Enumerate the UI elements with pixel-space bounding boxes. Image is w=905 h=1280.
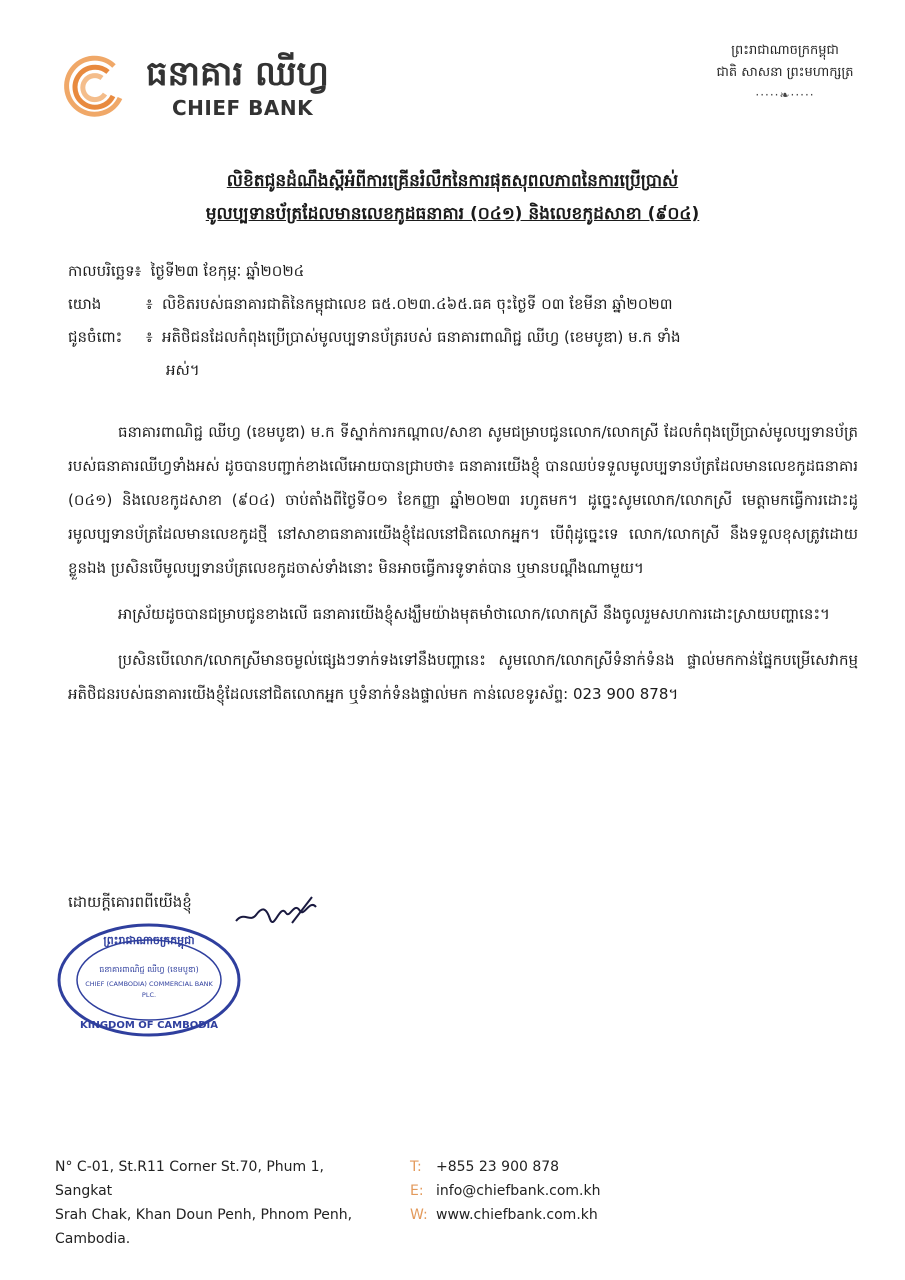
closing-text: ដោយក្តីគោរពពីយើងខ្ញុំ bbox=[68, 893, 192, 911]
kingdom-line-1: ព្រះរាជាណាចក្រកម្ពុជា bbox=[731, 43, 839, 58]
body-paragraph-3: ប្រសិនបើលោក/លោកស្រីមានចម្ងល់ផ្សេងៗទាក់ទងទៅនឹងបញ្ហានេះ សូមលោក/លោកស្រីទំនាក់ទំនង ផ្ទាល់មកកាន់ផ្នែកបម្រើសេវាកម្មអតិថិជនរបស់ធនាគារយើងខ្ញុំដែលនៅជិតលោកអ្នក ឬទំនាក់ទំនងផ្ទាល់មក កាន់លេខទូរស័ព្ទ: 023 900 878។ bbox=[68, 651, 858, 703]
seal-plc: PLC. bbox=[141, 991, 157, 999]
website-link[interactable]: www.chiefbank.com.kh bbox=[436, 1207, 598, 1223]
seal-khmer-name: ធនាគារពាណិជ្ជ ឈីហ្វ (ខេមបូឌា) bbox=[99, 965, 199, 974]
seal-bottom-text: KINGDOM OF CAMBODIA bbox=[79, 1020, 219, 1031]
website-row bbox=[410, 1203, 650, 1227]
date-row bbox=[68, 255, 858, 288]
email-link[interactable]: info@chiefbank.com.kh bbox=[436, 1183, 601, 1199]
seal-top-text: ព្រះរាជាណាចក្រកម្ពុជា bbox=[103, 934, 195, 947]
title-line-1: លិខិតជូនដំណឹងស្តីអំពីការគ្រើនរំលឹកនៃការផុតសុពលភាពនៃការប្រើប្រាស់ bbox=[226, 171, 679, 191]
letter-body bbox=[68, 415, 858, 723]
colon: ៖ bbox=[146, 328, 153, 346]
letter-meta bbox=[68, 255, 858, 387]
reference-label: យោង bbox=[68, 295, 102, 313]
kingdom-line-2: ជាតិ សាសនា ព្រះមហាក្សត្រ bbox=[716, 65, 854, 80]
recipient-label: ជូនចំពោះ bbox=[68, 328, 123, 346]
phone-row bbox=[410, 1155, 650, 1179]
footer-address bbox=[55, 1155, 375, 1251]
recipient-value-continued: អស់។ bbox=[166, 361, 200, 379]
letter-title bbox=[60, 165, 845, 231]
recipient-value: អតិថិជនដែលកំពុងប្រើប្រាស់មូលប្បទានប័ត្ររបស់ ធនាគារពាណិជ្ជ ឈីហ្វ (ខេមបូឌា) ម.ក ទាំង bbox=[162, 328, 681, 346]
kingdom-heading bbox=[680, 40, 890, 106]
kingdom-ornament: ·····❧····· bbox=[755, 88, 815, 102]
website-label: W: bbox=[410, 1207, 428, 1223]
recipient-row bbox=[68, 321, 858, 354]
reference-row bbox=[68, 288, 858, 321]
date-label: កាលបរិច្ឆេទ bbox=[68, 262, 135, 280]
date-value: ថ្ងៃទី២៣ ខែកុម្ភៈ ឆ្នាំ២០២៤ bbox=[150, 262, 305, 280]
company-seal-icon bbox=[54, 920, 244, 1040]
colon: ៖ bbox=[134, 262, 142, 280]
signature-icon bbox=[232, 893, 322, 933]
seal-english-name: CHIEF (CAMBODIA) COMMERCIAL BANK bbox=[85, 980, 213, 988]
address-line-3: Cambodia. bbox=[55, 1231, 131, 1247]
logo-english-name: CHIEF BANK bbox=[172, 96, 314, 120]
colon: ៖ bbox=[146, 295, 153, 313]
body-paragraph-2: អាស្រ័យដូចបានជម្រាបជូនខាងលើ ធនាគារយើងខ្ញុំសង្ឃឹមយ៉ាងមុតមាំថាលោក/លោកស្រី នឹងចូលរួមសហការដោះស្រាយបញ្ហានេះ។ bbox=[118, 605, 830, 623]
chief-bank-logo-icon bbox=[60, 52, 130, 122]
title-line-2: មូលប្បទានប័ត្រដែលមានលេខកូដធនាគារ (០៤១) និងលេខកូដសាខា (៩០៤) bbox=[205, 204, 700, 224]
email-label: E: bbox=[410, 1183, 424, 1199]
address-line-2: Srah Chak, Khan Doun Penh, Phnom Penh, bbox=[55, 1207, 353, 1223]
phone-label: T: bbox=[410, 1159, 422, 1175]
body-paragraph-1: ធនាគារពាណិជ្ជ ឈីហ្វ (ខេមបូឌា) ម.ក ទីស្នាក់ការកណ្តាល/សាខា សូមជម្រាបជូនលោក/លោកស្រី ដែលកំពុងប្រើប្រាស់មូលប្បទានប័ត្ររបស់ធនាគារឈីហ្វទាំងអស់ ដូចបានបញ្ជាក់ខាងលើអោយបានជ្រាបថា៖ ធនាគារយើងខ្ញុំ បានឈប់ទទួលមូលប្បទានប័ត្រដែលមានលេខកូដធនាគារ (០៤១) និងលេខកូដសាខា (៩០៤) ចាប់តាំងពីថ្ងៃទី០១ ខែកញ្ញា ឆ្នាំ២០២៣ រហូតមក។ ដូច្នេះសូមលោក/លោកស្រី មេត្តាមកធ្វើការដោះដូរមូលប្បទានប័ត្រដែលមានលេខកូដថ្មី នៅសាខាធនាគារយើងខ្ញុំដែលនៅជិតលោកអ្នក។ បើពុំដូច្នេះទេ លោក/លោកស្រី នឹងទទួលខុសត្រូវដោយខ្លួនឯង ប្រសិនបើមូលប្បទានប័ត្រលេខកូដចាស់ទាំងនោះ មិនអាចធ្វើការទូទាត់បាន ឬមានបណ្តឹងណាមួយ។ bbox=[68, 423, 858, 577]
reference-value: លិខិតរបស់ធនាគារជាតិនៃកម្ពុជាលេខ ធ៥.០២៣.៤៦៥.ធគ ចុះថ្ងៃទី ០៣ ខែមីនា ឆ្នាំ២០២៣ bbox=[162, 295, 673, 313]
address-line-1: N° C-01, St.R11 Corner St.70, Phum 1, Sangkat bbox=[55, 1159, 325, 1199]
footer-contact bbox=[410, 1155, 650, 1227]
bank-logo bbox=[60, 48, 380, 128]
logo-khmer-name: ធនាគារ ឈីហ្វ bbox=[146, 54, 329, 94]
email-row bbox=[410, 1179, 650, 1203]
phone-number[interactable]: +855 23 900 878 bbox=[436, 1159, 560, 1175]
